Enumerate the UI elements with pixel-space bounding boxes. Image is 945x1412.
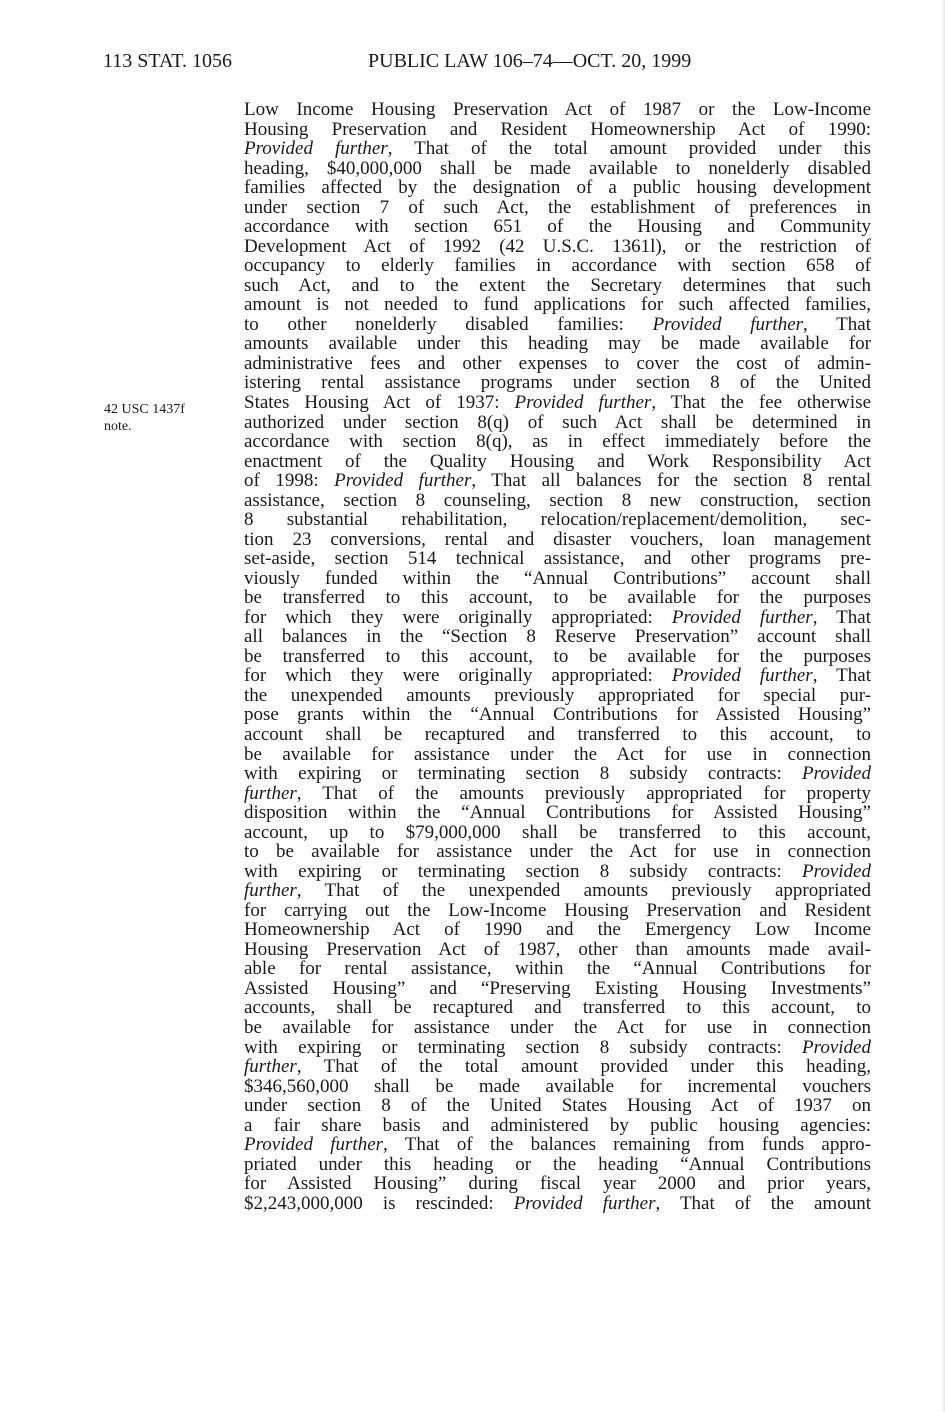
text-line: under section 8 of the United States Housing Act of 1937 on	[244, 1095, 871, 1117]
text-line: heading, $40,000,000 shall be made available to nonelderly disabled	[244, 157, 871, 179]
text-line: be transferred to this account, to be available for the purposes	[244, 587, 871, 609]
page-citation: 113 STAT. 1056	[103, 50, 232, 72]
text-line: with expiring or terminating section 8 subsidy contracts: Provided	[244, 763, 871, 785]
text-line: for which they were originally appropriated: Provided further, That	[244, 606, 871, 628]
text-line: further, That of the total amount provided under this heading,	[244, 1056, 871, 1078]
text-line: Provided further, That of the balances remaining from funds appro-	[244, 1134, 872, 1156]
body-text	[244, 100, 871, 1213]
text-line: Homeownership Act of 1990 and the Emergency Low Income	[244, 919, 871, 941]
text-line: be transferred to this account, to be available for the purposes	[244, 645, 871, 667]
text-line: a fair share basis and administered by public housing agencies:	[244, 1114, 871, 1136]
running-head	[103, 50, 783, 80]
text-line: account, up to $79,000,000 shall be transferred to this account,	[244, 821, 871, 843]
text-line: families affected by the designation of a public housing development	[244, 177, 871, 199]
text-line: authorized under section 8(q) of such Act shall be determined in	[244, 411, 871, 433]
text-line: be available for assistance under the Act for use in connection	[244, 1016, 871, 1038]
text-line: accordance with section 651 of the Housing and Community	[244, 216, 871, 238]
text-line: istering rental assistance programs under section 8 of the United	[244, 372, 871, 394]
text-line: tion 23 conversions, rental and disaster vouchers, loan management	[244, 528, 871, 550]
text-line: Development Act of 1992 (42 U.S.C. 1361l), or the restriction of	[244, 235, 871, 257]
margin-note-label: note.	[104, 419, 132, 434]
text-line: disposition within the “Annual Contributions for Assisted Housing”	[244, 802, 871, 824]
text-line: Housing Preservation and Resident Homeownership Act of 1990:	[244, 118, 871, 140]
text-line: accordance with section 8(q), as in effect immediately before the	[244, 431, 871, 453]
text-line: under section 7 of such Act, the establishment of preferences in	[244, 196, 871, 218]
text-line: for which they were originally appropriated: Provided further, That	[244, 665, 871, 687]
text-line: with expiring or terminating section 8 subsidy contracts: Provided	[244, 1036, 871, 1058]
law-title: PUBLIC LAW 106–74—OCT. 20, 1999	[368, 50, 692, 72]
text-line: all balances in the “Section 8 Reserve Preservation” account shall	[244, 626, 871, 648]
text-line: Housing Preservation Act of 1987, other than amounts made avail-	[244, 938, 871, 960]
scan-edge	[941, 0, 945, 1412]
text-line: enactment of the Quality Housing and Work Responsibility Act	[244, 450, 871, 472]
text-line: the unexpended amounts previously appropriated for special pur-	[244, 684, 871, 706]
text-line: be available for assistance under the Act for use in connection	[244, 743, 871, 765]
text-line: amount is not needed to fund applications for such affected families,	[244, 294, 871, 316]
text-line: for carrying out the Low-Income Housing Preservation and Resident	[244, 899, 871, 921]
text-line: occupancy to elderly families in accordance with section 658 of	[244, 255, 871, 277]
text-line: further, That of the amounts previously appropriated for property	[244, 782, 871, 804]
text-line: of 1998: Provided further, That all balances for the section 8 rental	[244, 470, 872, 492]
text-line: able for rental assistance, within the “Annual Contributions for	[244, 958, 871, 980]
text-line: with expiring or terminating section 8 subsidy contracts: Provided	[244, 860, 871, 882]
text-line: accounts, shall be recaptured and transferred to this account, to	[244, 997, 871, 1019]
text-line: viously funded within the “Annual Contributions” account shall	[244, 567, 871, 589]
text-line: such Act, and to the extent the Secretary determines that such	[244, 274, 871, 296]
text-line: Low Income Housing Preservation Act of 1987 or the Low-Income	[244, 99, 871, 120]
text-line: 8 substantial rehabilitation, relocation/replacement/demolition, sec-	[244, 509, 871, 531]
text-line: pose grants within the “Annual Contributions for Assisted Housing”	[244, 704, 871, 726]
text-line: to other nonelderly disabled families: Provided further, That	[244, 313, 871, 335]
text-line: to be available for assistance under the Act for use in connection	[244, 841, 871, 863]
text-line: $2,243,000,000 is rescinded: Provided further, That of the amount	[244, 1192, 871, 1214]
text-line: for Assisted Housing” during fiscal year 2000 and prior years,	[244, 1173, 871, 1195]
text-line: administrative fees and other expenses to cover the cost of admin-	[244, 352, 871, 374]
margin-note	[104, 401, 185, 435]
text-line: Provided further, That of the total amount provided under this	[244, 138, 871, 160]
text-line: assistance, section 8 counseling, section 8 new construction, section	[244, 489, 871, 511]
text-line: States Housing Act of 1937: Provided further, That the fee otherwise	[244, 391, 872, 413]
text-line: set-aside, section 514 technical assistance, and other programs pre-	[244, 548, 871, 570]
text-line: amounts available under this heading may be made available for	[244, 333, 871, 355]
text-line: Assisted Housing” and “Preserving Existing Housing Investments”	[244, 977, 871, 999]
text-line: account shall be recaptured and transferred to this account, to	[244, 724, 871, 745]
margin-note-citation: 42 USC 1437f	[104, 402, 185, 417]
text-line: further, That of the unexpended amounts previously appropriated	[244, 880, 871, 902]
text-line: priated under this heading or the heading “Annual Contributions	[244, 1153, 871, 1175]
text-line: $346,560,000 shall be made available for incremental vouchers	[244, 1075, 871, 1097]
